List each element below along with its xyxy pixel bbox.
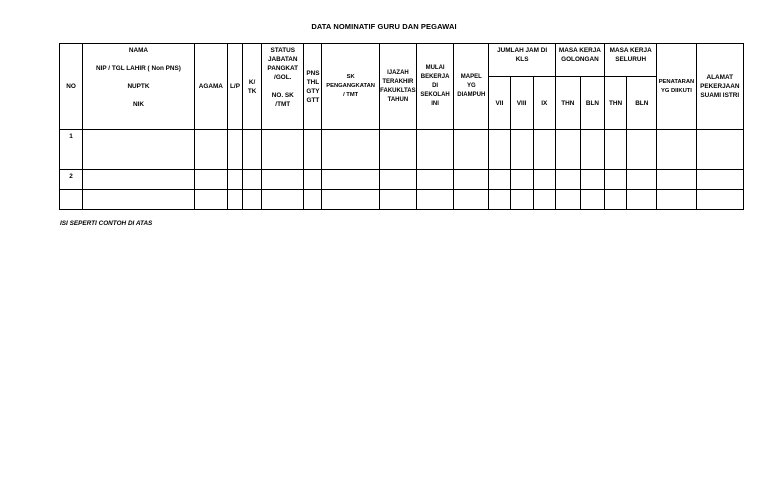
header-masa-kerja-golongan — [555, 44, 604, 77]
header-pns-line: THL — [306, 78, 320, 86]
cell-sel-thn[interactable] — [605, 170, 627, 190]
cell-status[interactable] — [262, 190, 304, 210]
cell-mulai[interactable] — [417, 170, 454, 190]
cell-gol-thn[interactable] — [555, 130, 580, 170]
cell-jam-vii[interactable] — [489, 130, 510, 170]
instruction-note: ISI SEPERTI CONTOH DI ATAS — [60, 220, 153, 227]
header-sk — [322, 44, 379, 130]
header-alamat-line: SUAMI ISTRI — [700, 92, 740, 99]
cell-penataran[interactable] — [657, 190, 696, 210]
cell-jam-viii[interactable] — [510, 170, 533, 190]
cell-agama[interactable] — [194, 170, 227, 190]
header-alamat — [696, 44, 743, 130]
header-masa-gol-line: MASA KERJA — [558, 47, 601, 54]
cell-jam-ix[interactable] — [533, 130, 555, 170]
header-mapel — [454, 44, 489, 130]
cell-lp[interactable] — [227, 190, 242, 210]
header-no: NO — [60, 44, 83, 130]
row-number: 2 — [60, 170, 83, 190]
header-ktk-line: K/ — [248, 78, 256, 86]
cell-nama[interactable] — [83, 170, 195, 190]
header-mulai-line: MULAI — [425, 65, 445, 71]
header-nama-line: NIP / TGL LAHIR ( Non PNS) — [95, 65, 181, 72]
header-penataran — [657, 44, 696, 130]
cell-gol-bln[interactable] — [580, 130, 604, 170]
cell-gol-thn[interactable] — [555, 170, 580, 190]
cell-jam-viii[interactable] — [510, 130, 533, 170]
cell-agama[interactable] — [194, 190, 227, 210]
header-mulai-line: SEKOLAH — [420, 92, 450, 98]
header-sel-bln: BLN — [627, 77, 657, 130]
row-number: 1 — [60, 130, 83, 170]
cell-gol-bln[interactable] — [580, 190, 604, 210]
cell-jam-ix[interactable] — [533, 190, 555, 210]
header-masa-kerja-seluruh — [605, 44, 657, 77]
table-row — [60, 170, 744, 190]
header-jumlah-jam-line: KLS — [515, 56, 529, 63]
header-mapel-line: DIAMPUH — [457, 92, 486, 98]
row-number — [60, 190, 83, 210]
cell-mulai[interactable] — [417, 130, 454, 170]
header-penataran-line: YG DIIKUTI — [660, 87, 692, 94]
cell-gol-bln[interactable] — [580, 170, 604, 190]
header-mapel-line: MAPEL — [460, 74, 482, 80]
header-gol-bln: BLN — [580, 77, 604, 130]
header-ktk-line: TK — [247, 87, 257, 95]
cell-sk[interactable] — [322, 170, 379, 190]
header-nama — [83, 44, 195, 130]
cell-jam-vii[interactable] — [489, 190, 510, 210]
header-gol-thn: THN — [555, 77, 580, 130]
cell-alamat[interactable] — [696, 170, 743, 190]
cell-sel-bln[interactable] — [627, 130, 657, 170]
header-masa-gol-line: GOLONGAN — [561, 56, 599, 63]
cell-sk[interactable] — [322, 130, 379, 170]
cell-sel-bln[interactable] — [627, 170, 657, 190]
cell-agama[interactable] — [194, 130, 227, 170]
header-ijazah-line: IJAZAH — [387, 69, 409, 76]
header-jumlah-jam — [489, 44, 555, 77]
cell-nama[interactable] — [83, 130, 195, 170]
header-sk-line: PENGANGKATAN — [326, 83, 375, 89]
cell-pns[interactable] — [304, 170, 322, 190]
header-sk-line: / TMT — [343, 92, 359, 98]
header-pns — [304, 44, 322, 130]
cell-status[interactable] — [262, 130, 304, 170]
cell-mapel[interactable] — [454, 170, 489, 190]
cell-ktk[interactable] — [243, 190, 262, 210]
header-alamat-line: ALAMAT — [706, 74, 734, 81]
header-masa-sel-line: SELURUH — [615, 56, 647, 63]
header-status-line: /TMT — [275, 101, 291, 108]
cell-status[interactable] — [262, 170, 304, 190]
header-ijazah — [379, 44, 416, 130]
header-ktk — [243, 44, 262, 130]
header-mulai-line: BEKERJA — [420, 74, 450, 80]
table-row — [60, 190, 744, 210]
cell-alamat[interactable] — [696, 130, 743, 170]
header-status-line: JABATAN — [267, 56, 298, 63]
header-ijazah-line: FAKUKLTAS — [380, 87, 416, 94]
header-pns-line: PNS — [306, 69, 320, 77]
cell-mulai[interactable] — [417, 190, 454, 210]
header-status-line: /GOL. — [274, 74, 292, 81]
cell-penataran[interactable] — [657, 130, 696, 170]
header-jam-viii: VIII — [510, 77, 533, 130]
header-sk-line: SK — [346, 74, 355, 80]
header-jam-vii: VII — [489, 77, 510, 130]
cell-mapel[interactable] — [454, 190, 489, 210]
cell-ijazah[interactable] — [379, 130, 416, 170]
header-status — [262, 44, 304, 130]
header-status-line: PANGKAT — [267, 65, 299, 72]
header-status-line: STATUS — [270, 47, 296, 54]
header-nama-line: NIK — [132, 101, 144, 108]
table-row — [60, 130, 744, 170]
nominative-table — [59, 43, 744, 210]
header-status-line: NO. SK — [271, 92, 294, 99]
header-mulai-line: INI — [431, 101, 439, 107]
cell-sk[interactable] — [322, 190, 379, 210]
cell-nama[interactable] — [83, 190, 195, 210]
cell-pns[interactable] — [304, 130, 322, 170]
cell-sel-thn[interactable] — [605, 130, 627, 170]
cell-ktk[interactable] — [243, 130, 262, 170]
cell-jam-ix[interactable] — [533, 170, 555, 190]
cell-lp[interactable] — [227, 130, 242, 170]
header-mulai — [417, 44, 454, 130]
cell-mapel[interactable] — [454, 130, 489, 170]
cell-ktk[interactable] — [243, 170, 262, 190]
header-jumlah-jam-line: JUMLAH JAM DI — [497, 47, 548, 54]
header-penataran-line: PENATARAN — [658, 78, 695, 85]
header-alamat-line: PEKERJAAN — [700, 83, 740, 90]
cell-sel-bln[interactable] — [627, 190, 657, 210]
page-title: DATA NOMINATIF GURU DAN PEGAWAI — [311, 22, 457, 31]
header-nama-line: NUPTK — [127, 83, 150, 90]
cell-gol-thn[interactable] — [555, 190, 580, 210]
cell-ijazah[interactable] — [379, 190, 416, 210]
cell-alamat[interactable] — [696, 190, 743, 210]
header-pns-line: GTY — [306, 87, 320, 95]
header-mulai-line: DI — [432, 83, 439, 89]
header-nama-line: NAMA — [128, 47, 149, 54]
cell-pns[interactable] — [304, 190, 322, 210]
cell-lp[interactable] — [227, 170, 242, 190]
header-masa-sel-line: MASA KERJA — [609, 47, 652, 54]
cell-penataran[interactable] — [657, 170, 696, 190]
header-ijazah-line: TAHUN — [387, 96, 409, 103]
header-pns-line: GTT — [306, 96, 320, 104]
header-jam-ix: IX — [533, 77, 555, 130]
cell-jam-vii[interactable] — [489, 170, 510, 190]
cell-sel-thn[interactable] — [605, 190, 627, 210]
cell-ijazah[interactable] — [379, 170, 416, 190]
header-lp: L/P — [227, 44, 242, 130]
header-sel-thn: THN — [605, 77, 627, 130]
header-agama: AGAMA — [194, 44, 227, 130]
header-mapel-line: YG — [466, 83, 476, 89]
cell-jam-viii[interactable] — [510, 190, 533, 210]
header-ijazah-line: TERAKHIR — [382, 78, 414, 85]
